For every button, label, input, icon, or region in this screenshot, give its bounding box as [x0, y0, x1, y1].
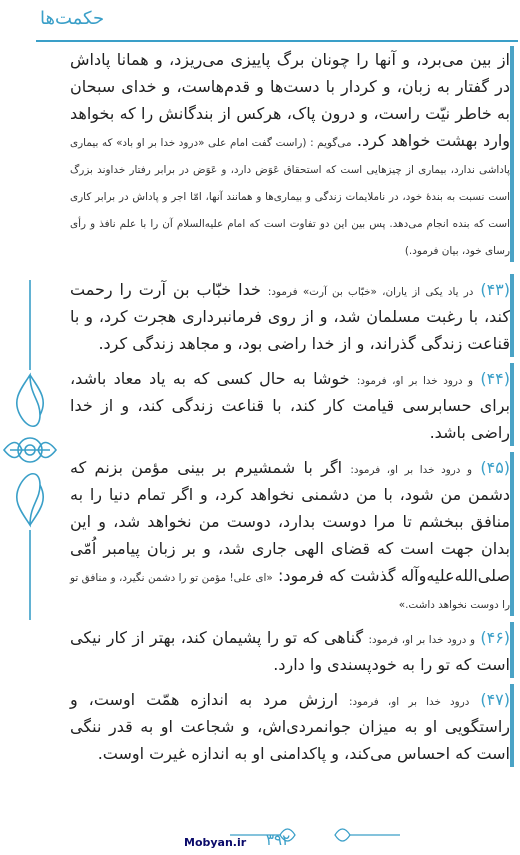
- hadith-text: خوشا به حال کسی که به یاد معاد باشد، برای حسابرسی قیامت کار کند، با قناعت زندگی کند، و از خدا راضی باشد.: [70, 369, 510, 442]
- hadith-text: اگر با شمشیرم بر بینی مؤمن بزنم که دشمن من شود، با من دشمنی نخواهد کرد، و اگر تمام دنیا را به منافق ببخشم تا مرا دوست بدارد، دوست من نخواهد شد، و این بدان جهت است که قضای الهی جاری شد، و بر زبان پیامبر اُمّی صلی‌الله‌علیه‌وآله گذشت که فرمود:: [70, 458, 511, 585]
- intro-section: [70, 46, 510, 262]
- hadith-number: (۴۵): [480, 458, 511, 477]
- page-content: [70, 46, 510, 767]
- hadith-lead: و درود خدا بر او، فرمود:: [350, 464, 472, 476]
- hadith-text: خدا خبّاب بن آرت را رحمت کند، با رغبت مسلمان شد، و از روی فرمانبرداری هجرت کرد، و با قناعت زندگی گذراند، و از خدا راضی بود، و مجاهد زندگی کرد.: [70, 280, 510, 353]
- hadith-46: [70, 622, 510, 678]
- hadith-number: (۴۴): [480, 369, 510, 388]
- hadith-lead: درود خدا بر او، فرمود:: [349, 696, 470, 708]
- page-number: ۳۹۲: [266, 831, 291, 849]
- page-title: حکمت‌ها: [40, 8, 105, 29]
- hadith-number: (۴۷): [480, 690, 510, 709]
- header-rule: [36, 40, 518, 42]
- intro-text: از بین می‌برد، و آنها را چونان برگ پاییزی می‌ریزد، و همانا پاداش در گفتار به زبان، و کردار با دست‌ها و قدم‌هاست، و خدای سبحان به خاطر نیّت راست، و درون پاک، هرکس از بندگانش را که بخواهد وارد بهشت خواهد کرد. می‌گویم : (راست گفت امام علی «درود خدا بر او باد» که بیماری پاداشی ندارد، بیماری از چیزهایی است که استحقاق عَوَض دارد، و عَوَض در برابر رفتار خداوند بزرگ است نسبت به بندهٔ خود، در ناملایمات زندگی و بیماری‌ها و همانند آنها، امّا اجر و پاداش در برابر کاری است که بنده انجام می‌دهد. پس بین این دو تفاوت است که امام علیه‌السلام آن را با علم نافذ و رأی رسای خود، بیان فرمود.): [70, 50, 510, 257]
- hadith-lead: و درود خدا بر او، فرمود:: [368, 634, 475, 646]
- hadith-note: «ای علی! مؤمن تو را دشمن نگیرد، و منافق تو را دوست نخواهد داشت.»: [70, 572, 510, 611]
- hadith-number: (۴۳): [480, 280, 511, 299]
- site-brand: Mobyan.ir: [184, 836, 247, 849]
- hadith-lead: و درود خدا بر او، فرمود:: [356, 375, 474, 387]
- hadith-43: [70, 274, 510, 357]
- hadith-47: [70, 684, 510, 767]
- intro-note: می‌گویم : (راست گفت امام علی «درود خدا بر او باد» که بیماری پاداشی ندارد، بیماری از چیزهایی است که استحقاق عَوَض دارد، و عَوَض در برابر رفتار خداوند بزرگ است نسبت به بندهٔ خود، در ناملایمات زندگی و بیماری‌ها و همانند آنها، امّا اجر و پاداش در برابر کاری است که بنده انجام می‌دهد. پس بین این دو تفاوت است که امام علیه‌السلام آن را با علم نافذ و رأی رسای خود، بیان فرمود.): [70, 137, 510, 257]
- hadith-text: ارزش مرد به اندازه همّت اوست، و راستگویی او به میزان جوانمردی‌اش، و شجاعت او به قدر ننگی است که احساس می‌کند، و پاکدامنی او به اندازه غیرت اوست.: [70, 690, 510, 763]
- hadith-45: [70, 452, 510, 616]
- hadith-44: [70, 363, 510, 446]
- decorative-ornament-icon: [0, 280, 60, 620]
- hadith-text: گناهی که تو را پشیمان کند، بهتر از کار نیکی است که تو را به خودپسندی وا دارد.: [70, 628, 510, 674]
- hadith-number: (۴۶): [480, 628, 511, 647]
- hadith-lead: در یاد یکی از یاران، «خبّاب بن آرت» فرمود:: [267, 286, 474, 298]
